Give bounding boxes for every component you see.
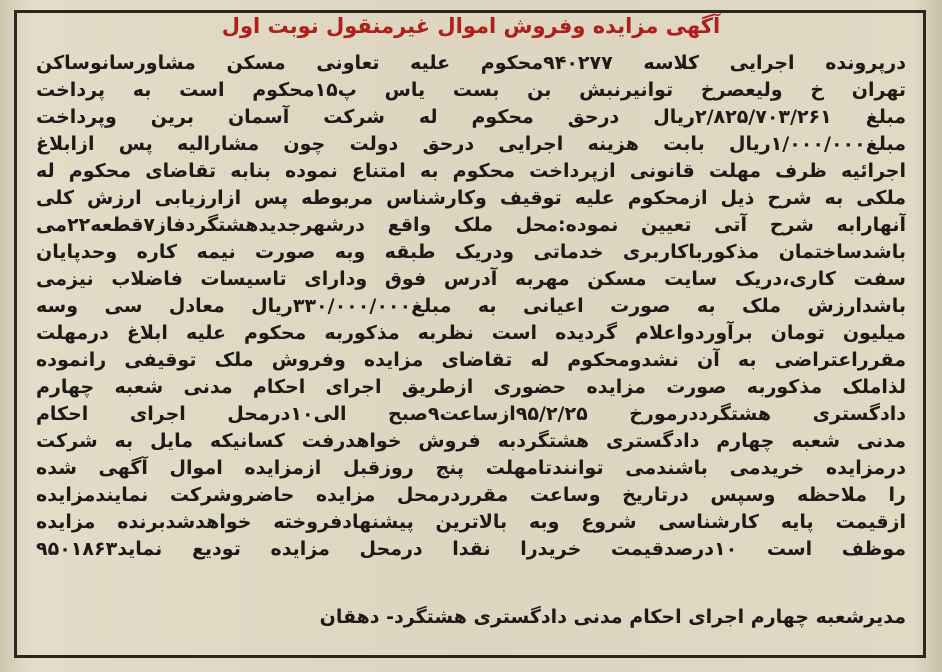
notice-line: مبلغ۱/۰۰۰/۰۰۰ریال بابت هزینه اجرایی درحق دولت چون مشارالیه پس ازابلاغ xyxy=(36,133,906,155)
notice-line: موظف است ۱۰درصدقیمت خریدرا نقدا درمحل مزایده تودیع نماید۹۵۰۱۸۶۳ xyxy=(36,538,906,560)
notice-line: مبلغ ۲/۸۲۵/۷۰۳/۲۶۱ریال درحق محکوم له شرکت آسمان برین وپرداخت xyxy=(36,106,906,128)
notice-line: مقرراعتراضی به آن نشدومحکوم له تقاضای مزایده وفروش ملک توقیفی رانموده xyxy=(36,349,906,371)
notice-line: سفت کاری،دریک سایت مسکن مهربه آدرس فوق ودارای تاسیسات فاضلاب نیزمی xyxy=(36,268,906,290)
notice-body xyxy=(36,50,906,563)
notice-title: آگهی مزایده وفروش اموال غیرمنقول نوبت اول xyxy=(221,14,721,38)
notice-line: ملکی به شرح ذیل ازمحکوم علیه توقیف وکارشناس مربوطه پس ازارزیابی ارزش کلی xyxy=(36,187,906,209)
notice-line: لذاملک مذکوربه صورت مزایده حضوری ازطریق اجرای احکام مدنی شعبه چهارم xyxy=(36,376,906,398)
notice-line: تهران خ ولیعصرخ توانیرنبش بن بست یاس پ۱۵محکوم است به پرداخت xyxy=(36,79,906,101)
notice-signature: مدیرشعبه چهارم اجرای احکام مدنی دادگستری هشتگرد- دهقان xyxy=(319,606,906,628)
notice-line: میلیون تومان برآوردواعلام گردیده است نظربه مذکوربه محکوم علیه ابلاغ درمهلت xyxy=(36,322,906,344)
notice-line: درپرونده اجرایی کلاسه ۹۴۰۲۷۷محکوم علیه تعاونی مسکن مشاورسانوساکن xyxy=(36,52,906,74)
notice-line: درمزایده خریدمی باشندمی توانندتامهلت پنج روزقبل ازمزایده اموال آگهی شده xyxy=(36,457,906,479)
notice-line: مدنی شعبه چهارم دادگستری هشتگردبه فروش خواهدرفت کسانیکه مایل به شرکت xyxy=(36,430,906,452)
notice-line: ازقیمت پایه کارشناسی شروع وبه بالاترین پیشنهادفروخته خواهدشدبرنده مزایده xyxy=(36,511,906,533)
notice-line: باشدساختمان مذکورباکاربری خدماتی ودریک طبقه وبه صورت نیمه کاره وحدپایان xyxy=(36,241,906,263)
notice-line: آنهارابه شرح آتی تعیین نموده:محل ملک واقع درشهرجدیدهشتگردفاز۷قطعه۲۲می xyxy=(36,214,906,236)
notice-line: اجرائیه ظرف مهلت قانونی ازپرداخت محکوم به امتناع نموده بنابه تقاضای محکوم له xyxy=(36,160,906,182)
notice-line: باشدارزش ملک به صورت اعیانی به مبلغ۳۳۰/۰۰۰/۰۰۰ریال معادل سی وسه xyxy=(36,295,906,317)
notice-line: دادگستری هشتگرددرمورخ ۹۵/۲/۲۵ازساعت۹صبح الی۱۰درمحل اجرای احکام xyxy=(36,403,906,425)
notice-line: را ملاحظه وسپس درتاریخ وساعت مقرردرمحل مزایده حاضروشرکت نمایندمزایده xyxy=(36,484,906,506)
